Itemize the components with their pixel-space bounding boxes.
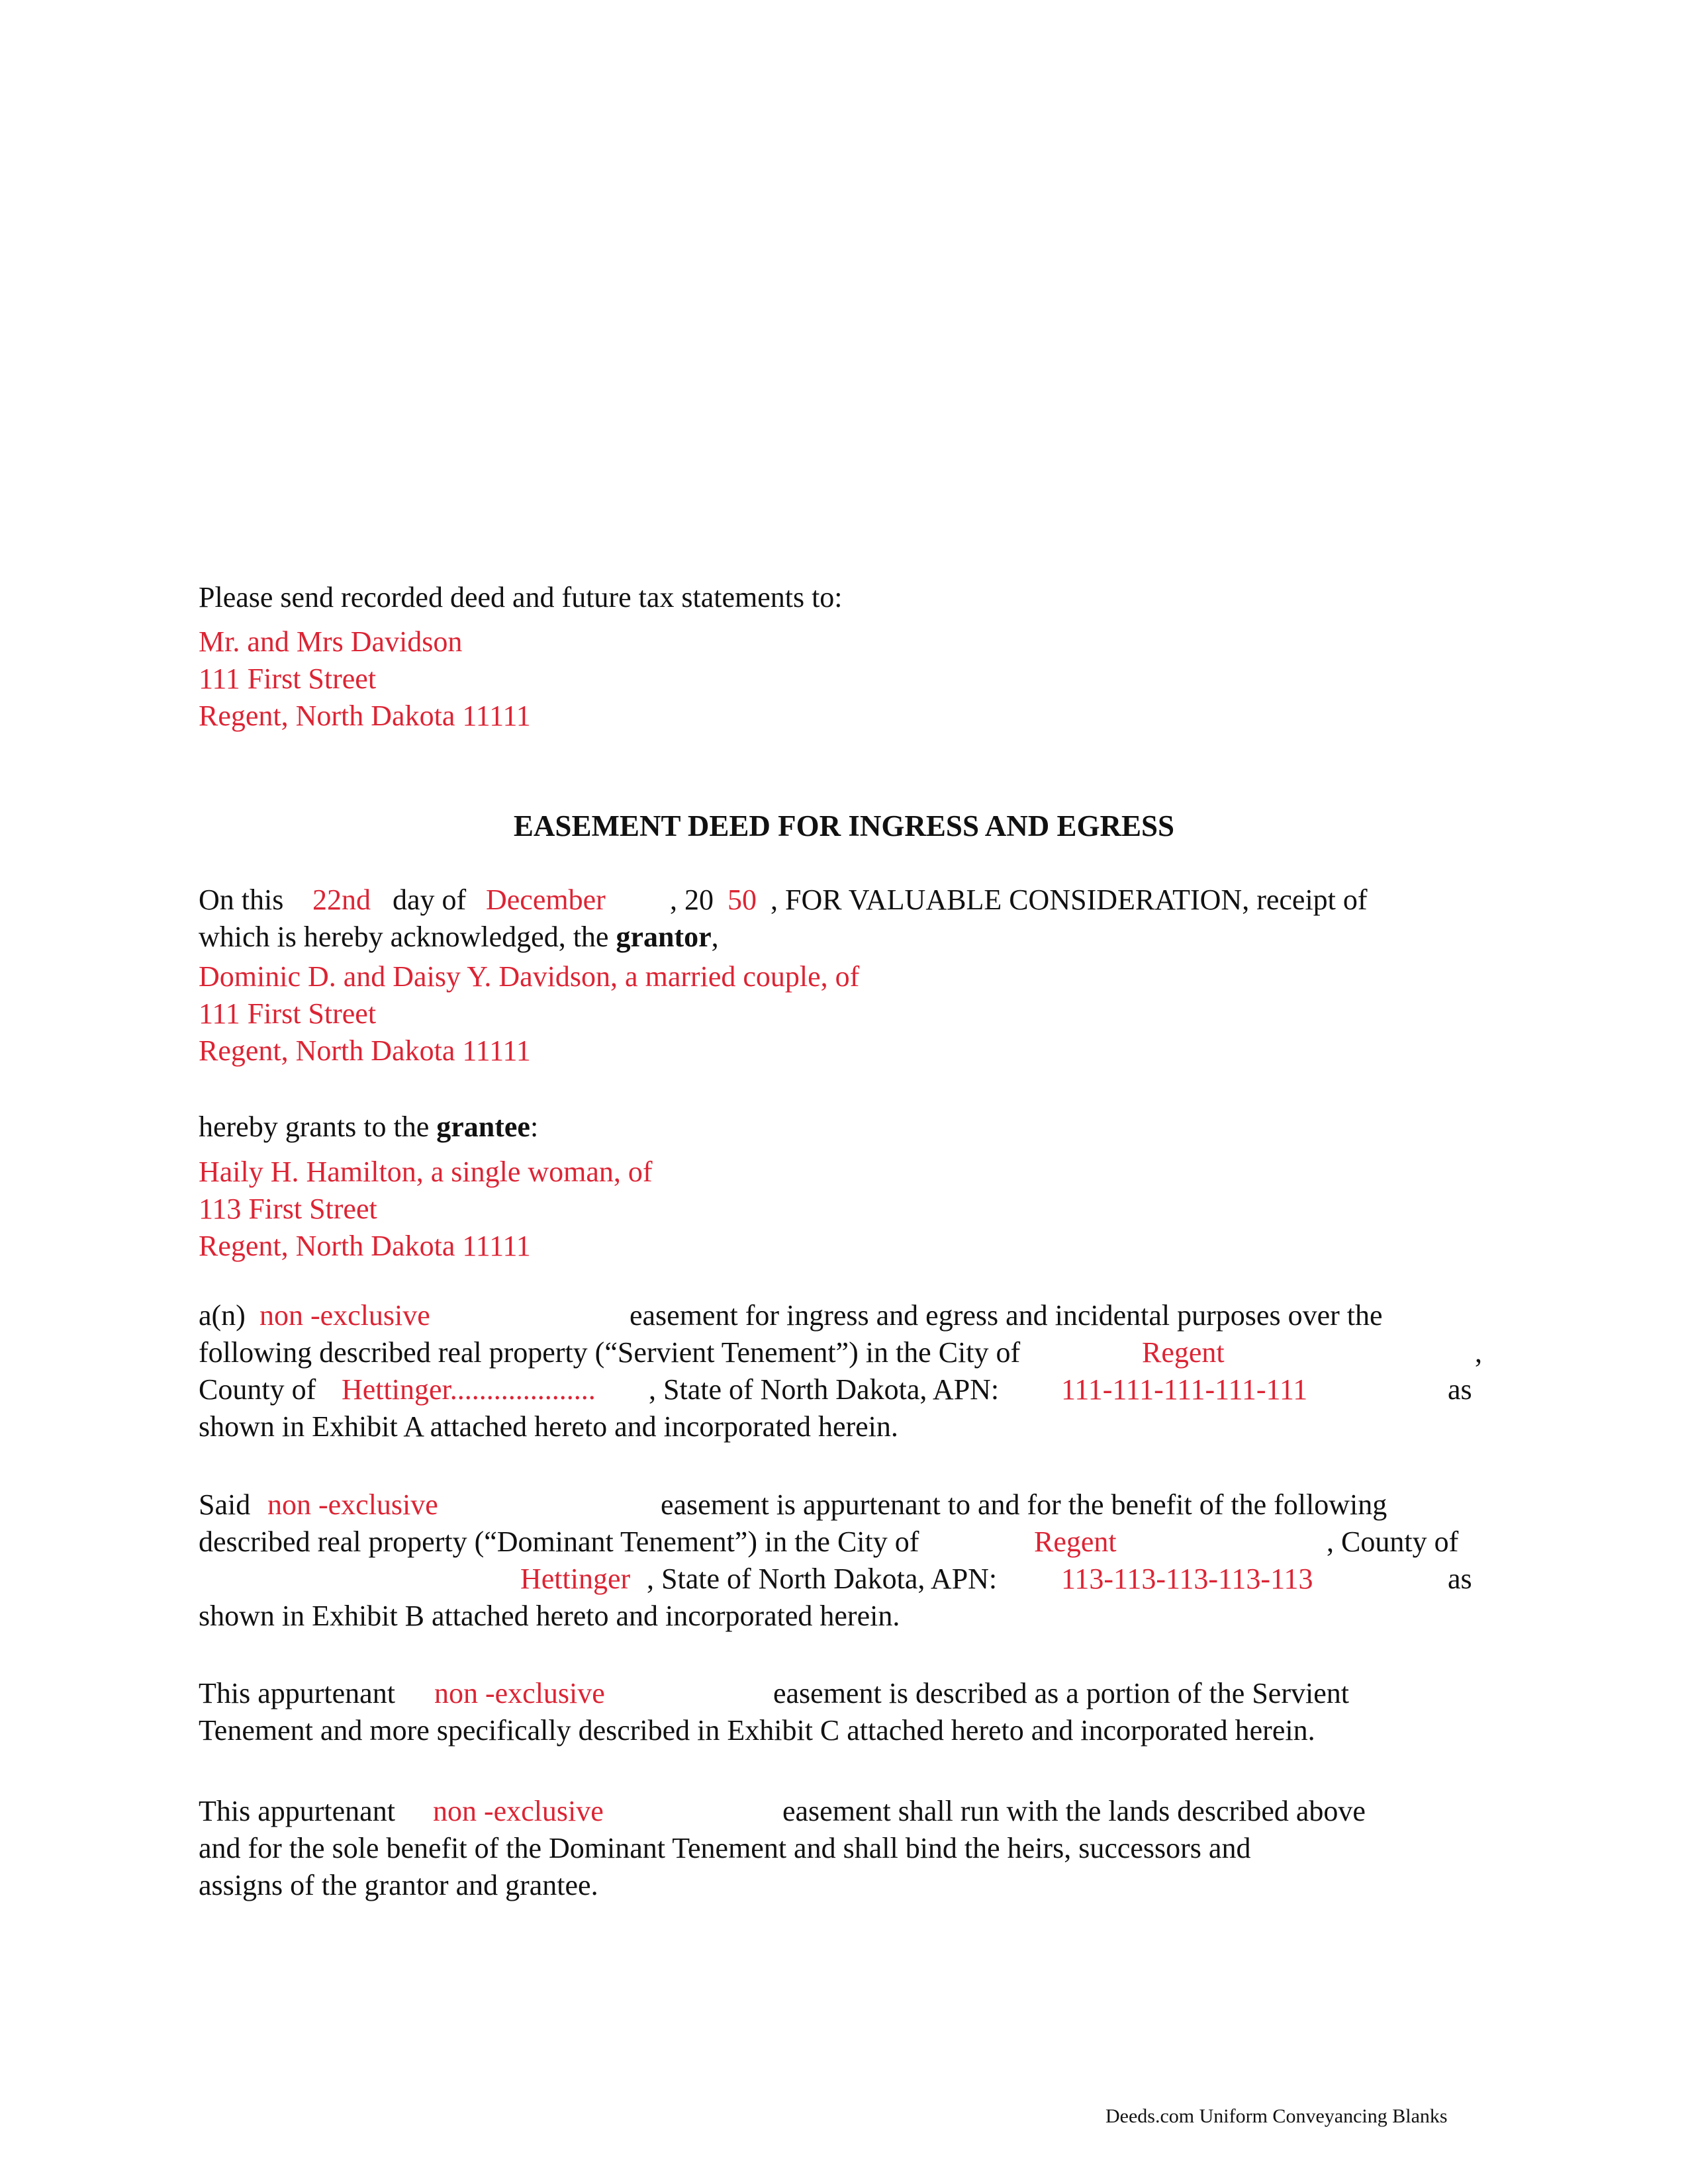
p2-county-of-text: , County of: [1327, 1525, 1459, 1558]
servient-county-field: Hettinger....................: [342, 1373, 596, 1406]
document-title: EASEMENT DEED FOR INGRESS AND EGRESS: [513, 809, 1175, 842]
p2-state-apn-text: , State of North Dakota, APN:: [647, 1563, 998, 1595]
on-this-text: On this: [199, 884, 284, 916]
p4-line1-text: easement shall run with the lands described above: [782, 1795, 1366, 1827]
day-field: 22nd: [312, 884, 371, 916]
p4-line3-text: assigns of the grantor and grantee.: [199, 1869, 598, 1901]
year-field: 50: [727, 884, 757, 916]
servient-apn-field: 111-111-111-111-111: [1061, 1373, 1308, 1406]
p2-line4-text: shown in Exhibit B attached hereto and incorporated herein.: [199, 1600, 900, 1632]
return-instruction: Please send recorded deed and future tax statements to:: [199, 581, 843, 614]
grants-colon: :: [530, 1111, 539, 1143]
dominant-city-field: Regent: [1034, 1525, 1117, 1558]
p2-as-text: as: [1448, 1563, 1472, 1595]
grantor-street: 111 First Street: [199, 997, 377, 1030]
p1-line1-text: easement for ingress and egress and incidental purposes over the: [630, 1299, 1383, 1332]
p1-line2-text: following described real property (“Servient Tenement”) in the City of: [199, 1336, 1021, 1369]
intro-comma: ,: [711, 921, 719, 953]
grantee-street: 113 First Street: [199, 1193, 377, 1225]
p1-line2-comma: ,: [1475, 1336, 1482, 1369]
p3-type-field: non -exclusive: [434, 1677, 605, 1709]
page-footer: Deeds.com Uniform Conveyancing Blanks: [1105, 2105, 1448, 2127]
dominant-type-field: non -exclusive: [267, 1488, 438, 1521]
servient-city-field: Regent: [1142, 1336, 1225, 1369]
p3-start-text: This appurtenant: [199, 1677, 395, 1709]
grantor-label: grantor: [616, 921, 712, 953]
dominant-county-field: Hettinger: [520, 1563, 631, 1595]
grants-text: hereby grants to the: [199, 1111, 437, 1143]
grantee-label: grantee: [436, 1111, 530, 1143]
return-city: Regent, North Dakota 11111: [199, 700, 531, 732]
year-prefix-text: , 20: [670, 884, 714, 916]
grantor-city: Regent, North Dakota 11111: [199, 1034, 531, 1067]
p4-type-field: non -exclusive: [433, 1795, 604, 1827]
consideration-text: , FOR VALUABLE CONSIDERATION, receipt of: [771, 884, 1368, 916]
grantee-name: Haily H. Hamilton, a single woman, of: [199, 1156, 653, 1188]
p2-line2-text: described real property (“Dominant Tenement”) in the City of: [199, 1525, 919, 1558]
intro-line-2-text: which is hereby acknowledged, the: [199, 921, 616, 953]
county-of-text: County of: [199, 1373, 316, 1406]
return-name: Mr. and Mrs Davidson: [199, 625, 463, 658]
month-field: December: [486, 884, 606, 916]
easement-type-field: non -exclusive: [259, 1299, 430, 1332]
state-apn-text: , State of North Dakota, APN:: [649, 1373, 1000, 1406]
p4-line2-text: and for the sole benefit of the Dominant Tenement and shall bind the heirs, successors and: [199, 1832, 1251, 1864]
grantee-city: Regent, North Dakota 11111: [199, 1230, 531, 1262]
p3-line2-text: Tenement and more specifically described in Exhibit C attached hereto and incorporated herein.: [199, 1714, 1315, 1747]
intro-line-2: [199, 920, 719, 954]
day-of-text: day of: [393, 884, 467, 916]
dominant-apn-field: 113-113-113-113-113: [1061, 1563, 1313, 1595]
p4-start-text: This appurtenant: [199, 1795, 395, 1827]
p2-line1-text: easement is appurtenant to and for the benefit of the following: [661, 1488, 1387, 1521]
grantor-name: Dominic D. and Daisy Y. Davidson, a married couple, of: [199, 960, 860, 993]
return-street: 111 First Street: [199, 662, 377, 695]
p3-line1-text: easement is described as a portion of the Servient: [773, 1677, 1349, 1709]
an-text: a(n): [199, 1299, 246, 1332]
p1-line4-text: shown in Exhibit A attached hereto and incorporated herein.: [199, 1410, 898, 1443]
p1-as-text: as: [1448, 1373, 1472, 1406]
said-text: Said: [199, 1488, 251, 1521]
grants-line: [199, 1110, 538, 1144]
